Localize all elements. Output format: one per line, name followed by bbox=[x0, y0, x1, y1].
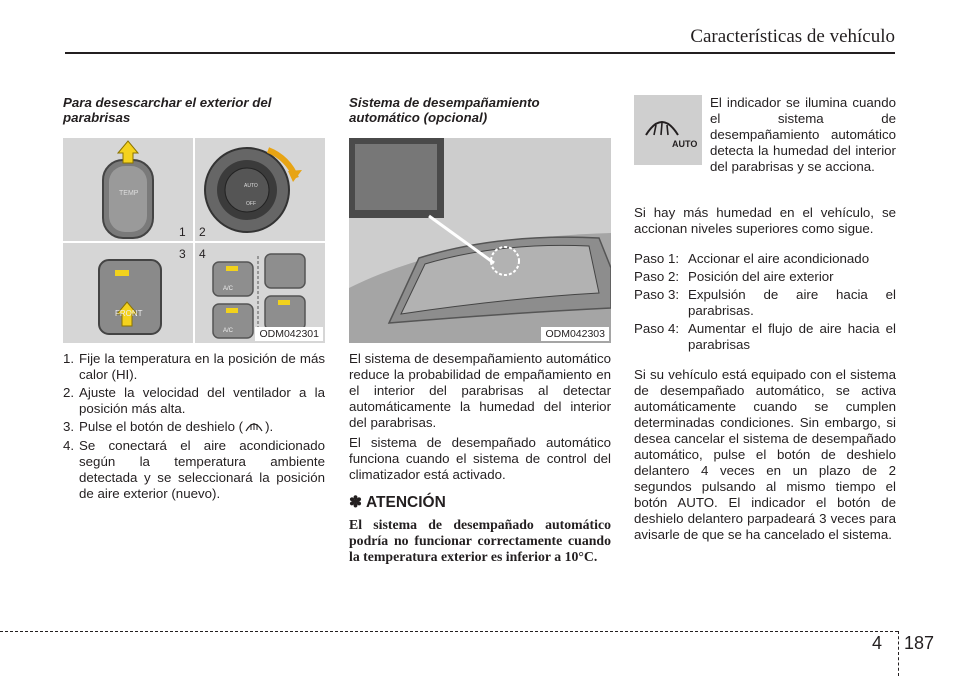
ac-label-lower: A/C bbox=[223, 328, 234, 334]
defrost-icon bbox=[243, 419, 265, 436]
section-title-auto-defog: Sistema de desempañamiento automático (opcional) bbox=[349, 95, 540, 125]
quadrant-3-label: 3 bbox=[179, 247, 186, 261]
indicator-label: AUTO bbox=[672, 139, 698, 149]
auto-label: AUTO bbox=[244, 183, 258, 189]
list-item: 1. Fije la temperatura en la posición de más calor (HI). bbox=[63, 351, 325, 382]
column-3 bbox=[634, 95, 896, 543]
attention-title: ATENCIÓN bbox=[366, 494, 446, 511]
attention-heading bbox=[349, 495, 611, 511]
list-item: Paso 2: Posición del aire exterior bbox=[634, 269, 834, 284]
list-item: 2. Ajuste la velocidad del ventilador a la posición más alta. bbox=[63, 385, 325, 416]
defrost-steps-list bbox=[63, 351, 325, 502]
page-number: 187 bbox=[904, 633, 935, 653]
column-1 bbox=[63, 95, 325, 504]
auto-defog-paragraph-2: El sistema de desempañado automático funciona cuando el sistema de control del climatizador está activado. bbox=[349, 435, 611, 482]
indicator-block bbox=[634, 95, 896, 191]
list-item: Paso 3: Expulsión de aire hacia el parabrisas. bbox=[634, 287, 896, 318]
section-number: 4 bbox=[872, 633, 883, 653]
list-item: 4. Se conectará el aire acondicionado según la temperatura ambiente detectada y se seleccionará la posición de aire exterior (nuevo). bbox=[63, 438, 325, 501]
indicator-description: El indicador se ilumina cuando el sistema de desempañamiento automático detecta la humedad del interior del parabrisas y se acciona. bbox=[710, 95, 896, 174]
figure-climate-controls bbox=[63, 138, 325, 343]
attention-text: El sistema de desempañado automático podría no funcionar correctamente cuando la temperatura exterior es inferior a 10°C. bbox=[349, 517, 611, 564]
steps-list bbox=[634, 251, 896, 353]
auto-defog-paragraph-1: El sistema de desempañamiento automático reduce la probabilidad de empañamiento en el interior del parabrisas al detectar automáticamente la humedad del interior del parabrisas. bbox=[349, 351, 611, 430]
page-header-title: Características de vehículo bbox=[690, 26, 895, 47]
auto-defog-indicator-image bbox=[634, 95, 702, 165]
attention-icon: ✽ bbox=[349, 494, 362, 511]
quadrant-4-label: 4 bbox=[199, 247, 206, 261]
off-label: OFF bbox=[246, 201, 256, 207]
section-title-defrost: Para desescarchar el exterior del parabrisas bbox=[63, 95, 272, 125]
figure-code: ODM042301 bbox=[255, 327, 323, 341]
column-2 bbox=[349, 95, 611, 565]
temp-label: TEMP bbox=[119, 190, 139, 197]
footer-rule bbox=[0, 631, 898, 632]
figure-windshield-sensor bbox=[349, 138, 611, 343]
climate-controls-illustration bbox=[63, 138, 325, 343]
list-item: Paso 1: Accionar el aire acondicionado bbox=[634, 251, 870, 266]
humidity-paragraph: Si hay más humedad en el vehículo, se accionan niveles superiores como sigue. bbox=[634, 205, 896, 236]
quadrant-2-label: 2 bbox=[199, 225, 206, 239]
ac-label-upper: A/C bbox=[223, 286, 234, 292]
header-rule bbox=[65, 52, 895, 54]
auto-defog-indicator-icon bbox=[634, 95, 702, 165]
cancel-system-paragraph: Si su vehículo está equipado con el sistema de desempañado automático, se activa automáticamente cuando se cumplen determinadas condiciones. Sin embargo, si desea cancelar el sistema de desempañado automático, pulse el botón de deshielo delantero 4 veces en un plazo de 2 segundos pulsando al mismo tiempo el botón AUTO. El indicador el botón de deshielo delantero parpadeará 3 veces para avisarle de que se ha cancelado el sistema. bbox=[634, 367, 896, 542]
windshield-illustration bbox=[349, 138, 611, 343]
quadrant-1-label: 1 bbox=[179, 225, 186, 239]
footer-divider bbox=[898, 631, 899, 676]
figure-code: ODM042303 bbox=[541, 327, 609, 341]
list-item: 3. Pulse el botón de deshielo ( ). bbox=[63, 419, 274, 435]
front-label: FRONT bbox=[115, 309, 143, 318]
list-item: Paso 4: Aumentar el flujo de aire hacia el parabrisas bbox=[634, 321, 896, 352]
